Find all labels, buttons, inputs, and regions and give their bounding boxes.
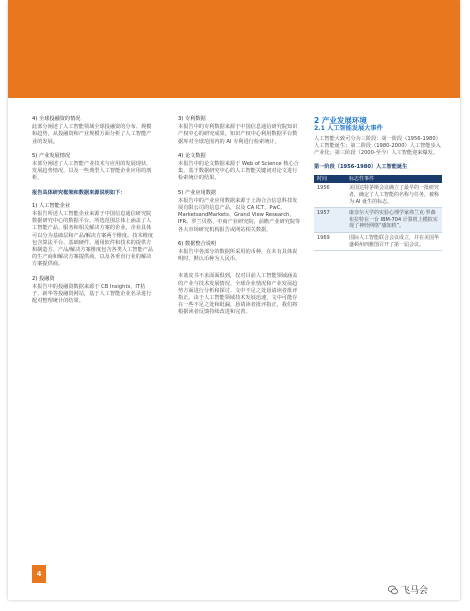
table-header-row (314, 175, 442, 184)
section-title: 5) 产业应用数据 (178, 189, 217, 196)
section-body: 本报告中的专利数据来源于中国信息通信研究院知识产权中心的研究成果。知识产权中心利用数据平台数据库对全球范围内的 AI 专利进行检索统计。 (178, 124, 298, 145)
section (32, 153, 154, 183)
column-header-time: 时间 (314, 175, 346, 184)
section-body: 本报告中的论文数据来源于 Web of Science 核心合集，基于数据研究中心的人工智能关键词对论文进行检索统计的结果。 (178, 161, 299, 182)
chapter-heading: 2 产业发展环境 (314, 116, 367, 125)
section-heading: 2.1 人工智能发展大事件 (314, 125, 383, 132)
orange-header-banner (8, 0, 460, 98)
section (32, 276, 154, 306)
closing-paragraph: 本蓝皮书不求面面俱到，仅对目前人工智能领域涵盖的产业与技术发展情况、全球企业情况和产业发展趋势方面进行分析和探讨。文中不足之处恳请读者批评指正。由于人工智能领域技术发展迅速，文中可能存在一些不足之处和纰漏，恳请读者批评指正，我们将根据读者反馈持续改进和完善。 (178, 273, 298, 316)
section-title: 4) 论文数据 (178, 152, 206, 159)
table-title: 第一阶段（1956-1980）人工智能诞生 (314, 163, 408, 170)
year-cell: 1957 (314, 208, 346, 233)
event-cell: 美国达特茅斯会议确立了最早的一批研究者，确定了人工智能的名称与任务，被称为 AI 诞生的标志。 (346, 183, 442, 207)
section-body: 本报告中的投融资数据来源于 CB Insights、IT桔子、新华等投融资网站，基于人工智能企业名录进行配对整理统计的结果。 (32, 283, 152, 305)
section-title: 2) 投融资 (32, 275, 55, 282)
event-cell: 康奈尔大学的实验心理学家弗兰克·罗森布拉特在一台 IBM-704 计算机上模拟实现了神经网络“感知机”。 (346, 208, 442, 233)
section (178, 241, 302, 264)
table-row (314, 183, 442, 207)
page-number: 4 (32, 565, 46, 583)
event-cell: 国际人工智能联合会议成立，并在美国华盛顿州西雅图召开了第一届会议。 (346, 232, 442, 250)
milestone-table (314, 175, 442, 251)
year-cell: 1956 (314, 183, 346, 207)
section-body: 本报告中各部分的数据所采用的币种，在未有具体说明时，默认币种为人民币。 (178, 249, 298, 263)
intro-paragraph: 人工智能大致可分为三阶段：第一阶段（1956-1980）人工智能诞生；第二阶段（1980-2000）人工智能步入产业化；第三阶段（2000-至今）人工智能迎来爆发。 (314, 136, 441, 157)
section-body: 本部分阐述了人工智能产业技术与应用的发展现状、发展趋势情况，以及一些典型人工智能企业应用的剖析。 (32, 161, 152, 182)
table-row (314, 208, 442, 233)
column-header-event: 标志性事件 (346, 175, 442, 184)
left-column (32, 116, 154, 312)
section-title: 1) 人工智能企业 (32, 202, 71, 209)
section-body: 此部分阐述了人工智能领域全球投融资的分布、规模和趋势，从投融资和产业规模方面分析了人工智能产业的发展。 (32, 124, 152, 145)
section-body: 本报告所述人工智能企业来源于中国信息通信研究院数据研究中心的数据平台，所选范围总体上涵盖了人工智能产品、服务和相关解决方案的企业。企业具体可以分为基础层和产品/解决方案两个维度。技术维度包含算法平台、基础硬件、通用软件和技术的提供方和制造方。产品/解决方案维度包含各类人工智能产品的生产商和解决方案提供商，以及各垂直行业的解决方案提供商。 (32, 211, 154, 268)
section-title: 6) 数据整合说明 (178, 240, 217, 247)
section-title: 3) 专利数据 (178, 116, 206, 122)
right-column (314, 116, 442, 251)
wechat-icon (388, 585, 398, 595)
document-page (8, 0, 460, 600)
section (178, 153, 302, 183)
watermark-text: 飞马会 (401, 586, 429, 596)
section (178, 116, 302, 146)
framework-heading: 报告具体研究框架和数据来源说明如下： (32, 189, 126, 196)
middle-column (178, 116, 302, 324)
section (178, 190, 302, 234)
year-cell: 1969 (314, 232, 346, 250)
section-body: 本报告中的产业应用数据来源于上海合合信息科技发展有限公司的信息产品，以及 CA ICT、PwC、MarketsandMarkets、Grand View Research、IFR、罗兰贝格、中商产业研究院、前瞻产业研究院等各大市场研究机构报告或网站相关数据。 (178, 197, 301, 233)
table-row (314, 232, 442, 250)
section-title: 4) 全球投融资的情况 (32, 116, 81, 122)
section (32, 116, 154, 146)
section (32, 203, 154, 269)
watermark (388, 583, 428, 596)
section-title: 5) 产业发展情况 (32, 152, 71, 159)
